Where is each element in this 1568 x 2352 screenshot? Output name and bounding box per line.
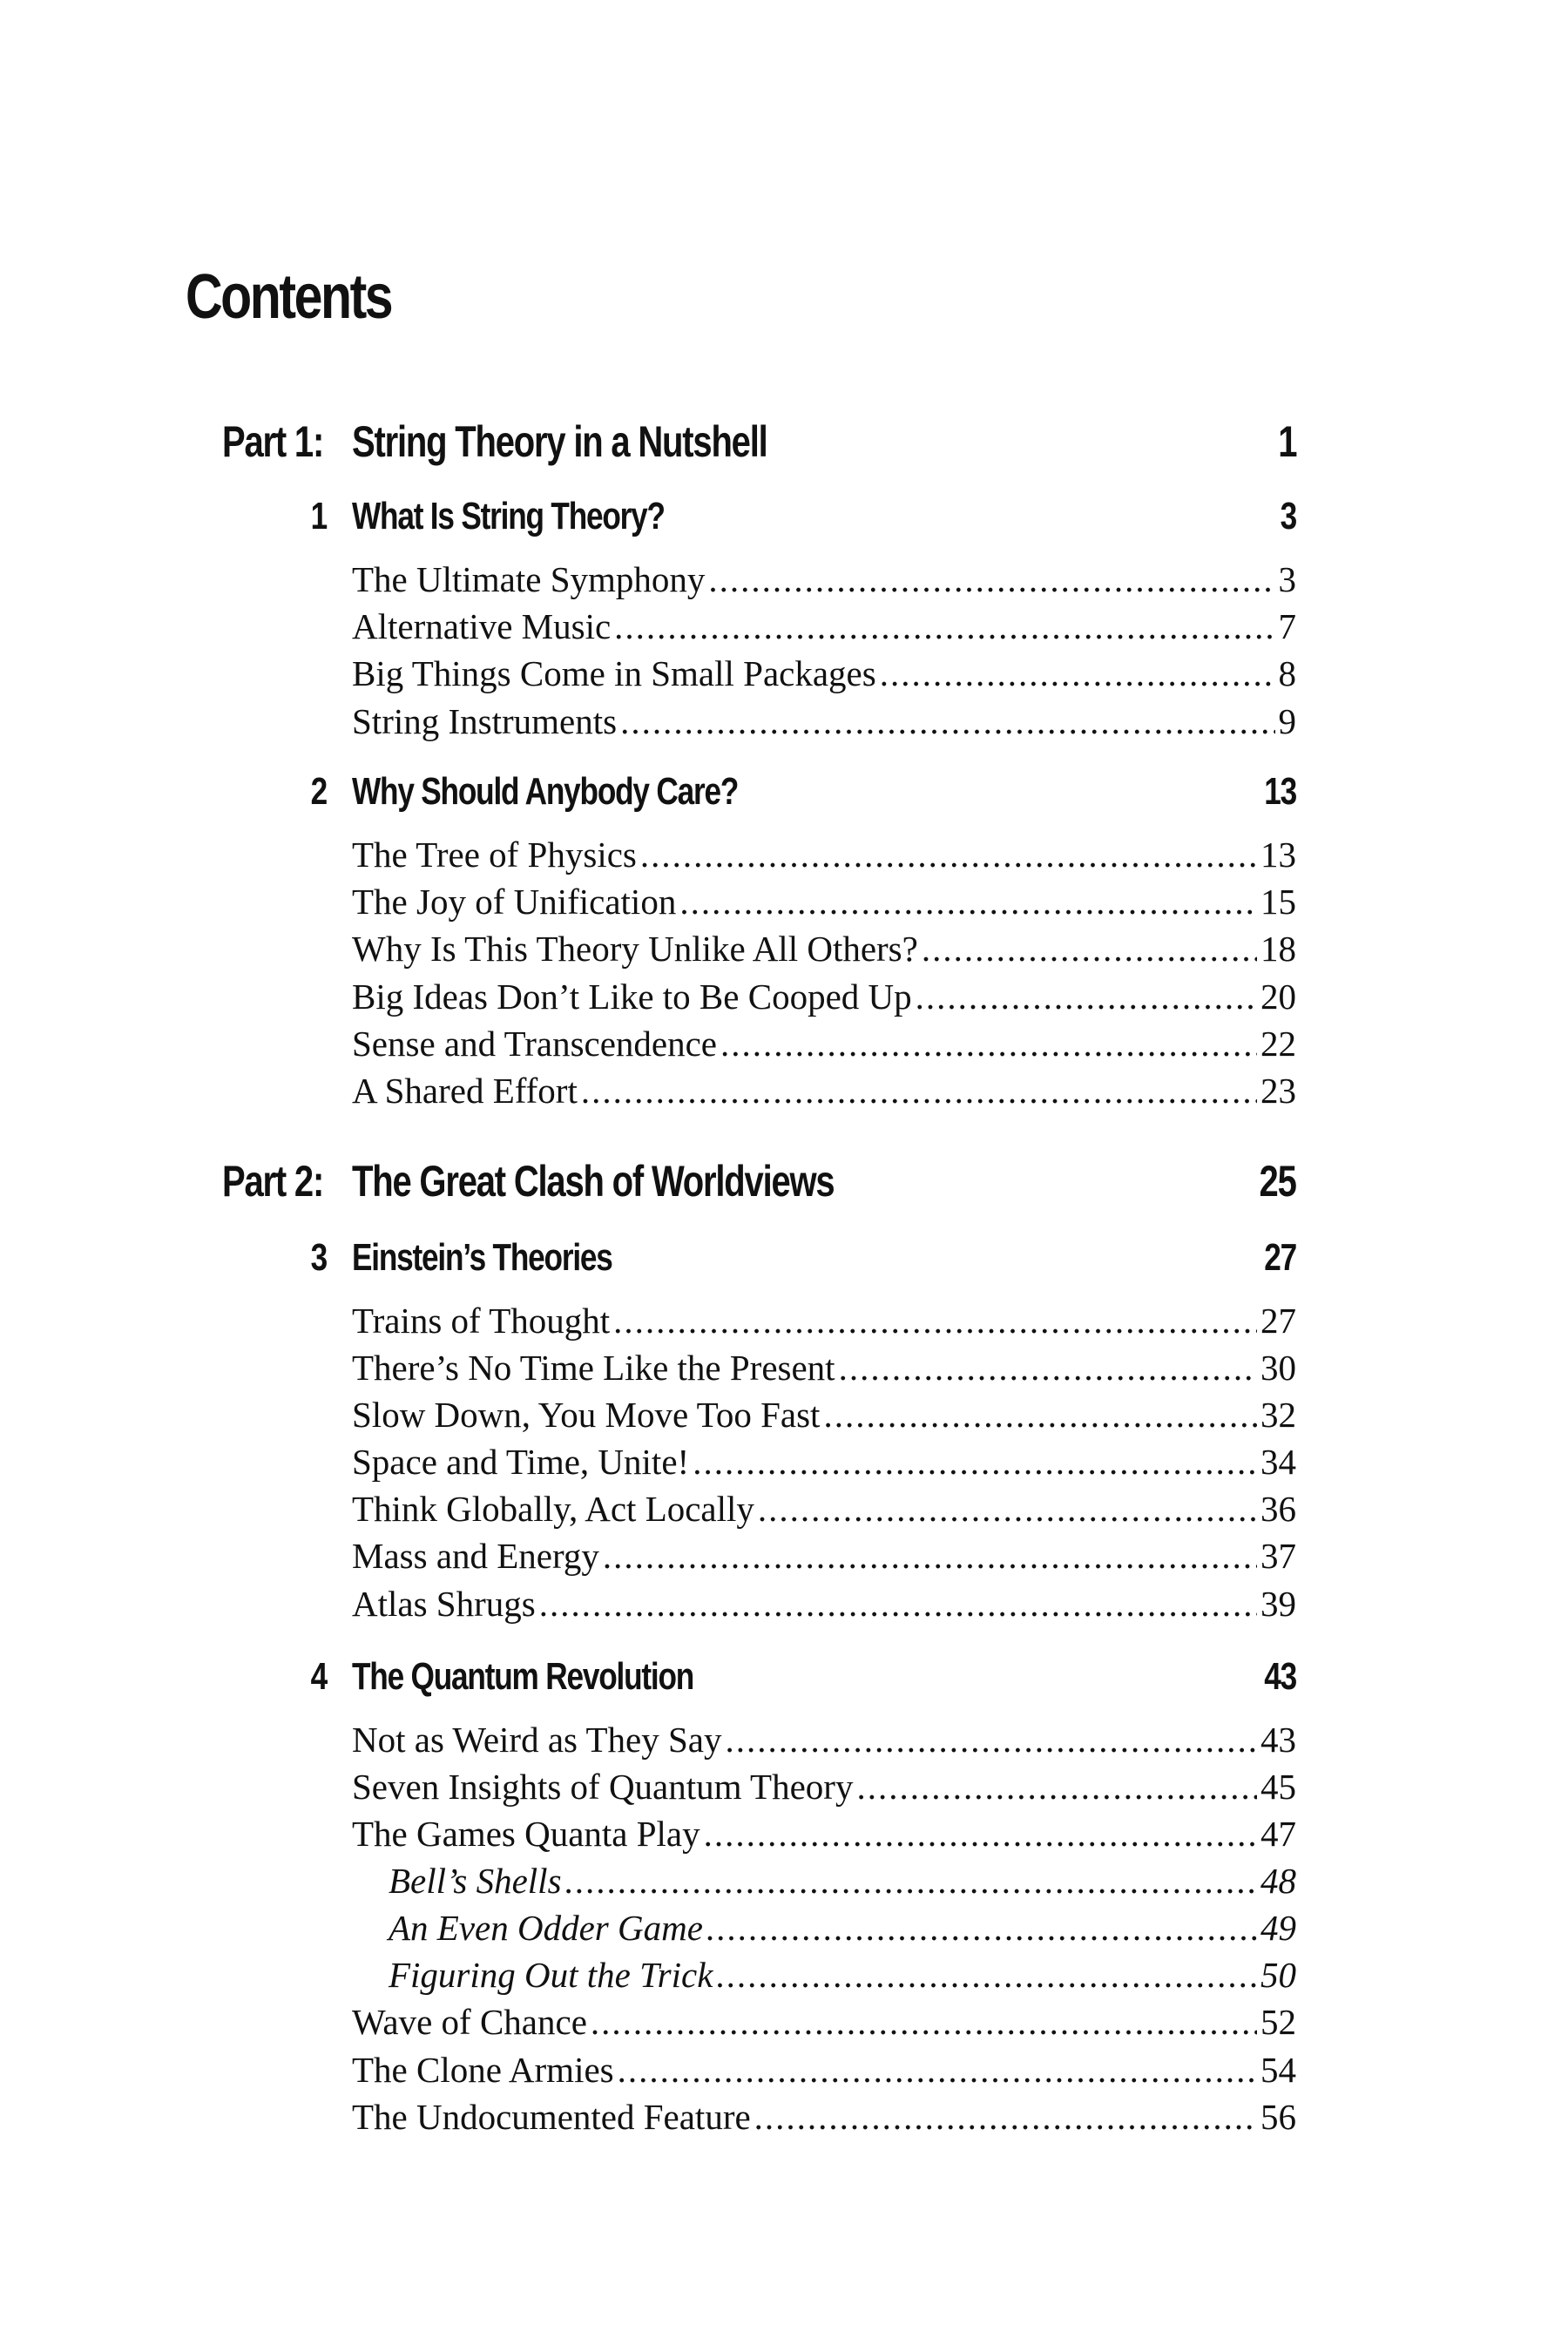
entry-title: The Games Quanta Play — [352, 1814, 700, 1854]
toc-entry[interactable] — [352, 653, 1296, 693]
dot-leader — [640, 837, 1257, 873]
chapter-title[interactable]: What Is String Theory? — [352, 495, 665, 537]
toc-entry[interactable] — [352, 606, 1296, 646]
dot-leader — [614, 609, 1274, 645]
toc-entry[interactable] — [352, 1769, 1296, 1805]
chapter-page-number: 27 — [1264, 1236, 1296, 1279]
entry-title: Think Globally, Act Locally — [352, 1489, 754, 1529]
entry-title: Big Things Come in Small Packages — [352, 653, 876, 693]
dot-leader — [754, 2099, 1257, 2135]
chapter-number: 2 — [310, 770, 327, 813]
toc-entry[interactable] — [352, 1026, 1296, 1062]
dot-leader — [603, 1538, 1257, 1574]
toc-entry[interactable] — [352, 2099, 1296, 2135]
entry-title: An Even Odder Game — [389, 1908, 703, 1948]
dot-leader — [591, 2004, 1257, 2040]
toc-entry[interactable] — [352, 1586, 1296, 1622]
dot-leader — [725, 1722, 1257, 1758]
entry-title: Sense and Transcendence — [352, 1024, 718, 1064]
entry-title: Why Is This Theory Unlike All Others? — [352, 929, 918, 969]
entry-page-number: 15 — [1260, 882, 1296, 922]
entry-page-number: 13 — [1260, 835, 1296, 875]
entry-page-number: 37 — [1260, 1536, 1296, 1576]
part-title[interactable]: The Great Clash of Worldviews — [352, 1157, 835, 1206]
dot-leader — [581, 1073, 1257, 1109]
entry-title: Wave of Chance — [352, 2002, 587, 2042]
entry-title: Space and Time, Unite! — [352, 1442, 690, 1482]
dot-leader — [706, 1910, 1257, 1946]
entry-page-number: 54 — [1260, 2050, 1296, 2090]
entry-page-number: 39 — [1260, 1584, 1296, 1624]
entry-title: Big Ideas Don’t Like to Be Cooped Up — [352, 977, 912, 1017]
entry-title: There’s No Time Like the Present — [352, 1348, 835, 1388]
toc-entry[interactable] — [352, 559, 1296, 599]
dot-leader — [618, 2052, 1257, 2088]
toc-entry[interactable] — [352, 1491, 1296, 1527]
entry-title: The Joy of Unification — [352, 882, 677, 922]
entry-page-number: 20 — [1260, 977, 1296, 1017]
toc-entry[interactable] — [352, 1303, 1296, 1339]
dot-leader — [693, 1444, 1257, 1480]
chapter-number: 1 — [310, 495, 327, 537]
entry-title: Mass and Energy — [352, 1536, 599, 1576]
entry-page-number: 47 — [1260, 1814, 1296, 1854]
entry-page-number: 36 — [1260, 1489, 1296, 1529]
entry-page-number: 30 — [1260, 1348, 1296, 1388]
entry-page-number: 32 — [1260, 1395, 1296, 1435]
entry-title: Bell’s Shells — [389, 1861, 562, 1901]
entry-title: The Tree of Physics — [352, 835, 637, 875]
entry-title: Figuring Out the Trick — [389, 1955, 713, 1995]
entry-title: Not as Weird as They Say — [352, 1720, 722, 1760]
entry-page-number: 22 — [1260, 1024, 1296, 1064]
entry-page-number: 52 — [1260, 2002, 1296, 2042]
toc-entry[interactable] — [352, 1444, 1296, 1480]
entry-title: A Shared Effort — [352, 1071, 578, 1111]
entry-title: The Undocumented Feature — [352, 2097, 751, 2137]
toc-entry[interactable] — [352, 979, 1296, 1015]
entry-page-number: 18 — [1260, 929, 1296, 969]
part-label: Part 1: — [222, 417, 324, 466]
dot-leader — [613, 1303, 1257, 1339]
entry-title: String Instruments — [352, 701, 618, 741]
toc-entry[interactable] — [352, 837, 1296, 873]
entry-title: Atlas Shrugs — [352, 1584, 536, 1624]
entry-title: The Clone Armies — [352, 2050, 614, 2090]
dot-leader — [565, 1863, 1257, 1899]
part-label: Part 2: — [222, 1157, 324, 1206]
chapter-page-number: 13 — [1264, 770, 1296, 813]
toc-entry[interactable] — [352, 884, 1296, 920]
toc-entry[interactable] — [352, 2052, 1296, 2088]
dot-leader — [539, 1586, 1257, 1622]
entry-page-number: 45 — [1260, 1767, 1296, 1807]
entry-page-number: 7 — [1278, 606, 1296, 646]
toc-entry[interactable] — [352, 1350, 1296, 1386]
entry-page-number: 43 — [1260, 1720, 1296, 1760]
toc-subentry[interactable] — [389, 1910, 1296, 1946]
entry-page-number: 23 — [1260, 1071, 1296, 1111]
page-title: Contents — [186, 262, 392, 332]
entry-page-number: 50 — [1260, 1955, 1296, 1995]
entry-title: Slow Down, You Move Too Fast — [352, 1395, 821, 1435]
entry-title: Alternative Music — [352, 606, 612, 646]
toc-entry[interactable] — [352, 2004, 1296, 2040]
dot-leader — [922, 931, 1257, 967]
entry-page-number: 9 — [1278, 701, 1296, 741]
entry-title: Trains of Thought — [352, 1301, 611, 1341]
chapter-number: 3 — [310, 1236, 327, 1279]
dot-leader — [716, 1957, 1257, 1993]
entry-title: The Ultimate Symphony — [352, 559, 706, 599]
part-page-number: 25 — [1259, 1157, 1296, 1206]
chapter-page-number: 43 — [1264, 1655, 1296, 1698]
entry-title: Seven Insights of Quantum Theory — [352, 1767, 854, 1807]
dot-leader — [720, 1026, 1257, 1062]
dot-leader — [839, 1350, 1257, 1386]
toc-entry[interactable] — [352, 1816, 1296, 1852]
dot-leader — [708, 562, 1274, 598]
chapter-title[interactable]: The Quantum Revolution — [352, 1655, 694, 1698]
toc-subentry[interactable] — [389, 1863, 1296, 1899]
entry-page-number: 34 — [1260, 1442, 1296, 1482]
entry-page-number: 8 — [1278, 653, 1296, 693]
dot-leader — [880, 656, 1275, 692]
toc-entry[interactable] — [352, 701, 1296, 741]
dot-leader — [704, 1816, 1257, 1852]
toc-entry[interactable] — [352, 1397, 1296, 1433]
part-page-number: 1 — [1277, 417, 1296, 466]
entry-page-number: 3 — [1278, 559, 1296, 599]
entry-page-number: 49 — [1260, 1908, 1296, 1948]
entry-page-number: 27 — [1260, 1301, 1296, 1341]
dot-leader — [758, 1491, 1257, 1527]
dot-leader — [856, 1769, 1257, 1805]
dot-leader — [823, 1397, 1257, 1433]
dot-leader — [620, 704, 1274, 740]
dot-leader — [679, 884, 1257, 920]
chapter-page-number: 3 — [1280, 495, 1296, 537]
chapter-title[interactable]: Einstein’s Theories — [352, 1236, 612, 1279]
chapter-number: 4 — [310, 1655, 327, 1698]
toc-entry[interactable] — [352, 931, 1296, 967]
toc-subentry[interactable] — [389, 1957, 1296, 1993]
toc-entry[interactable] — [352, 1722, 1296, 1758]
entry-page-number: 48 — [1260, 1861, 1296, 1901]
part-title[interactable]: String Theory in a Nutshell — [352, 417, 767, 466]
entry-page-number: 56 — [1260, 2097, 1296, 2137]
dot-leader — [916, 979, 1257, 1015]
toc-entry[interactable] — [352, 1538, 1296, 1574]
chapter-title[interactable]: Why Should Anybody Care? — [352, 770, 739, 813]
toc-entry[interactable] — [352, 1073, 1296, 1109]
